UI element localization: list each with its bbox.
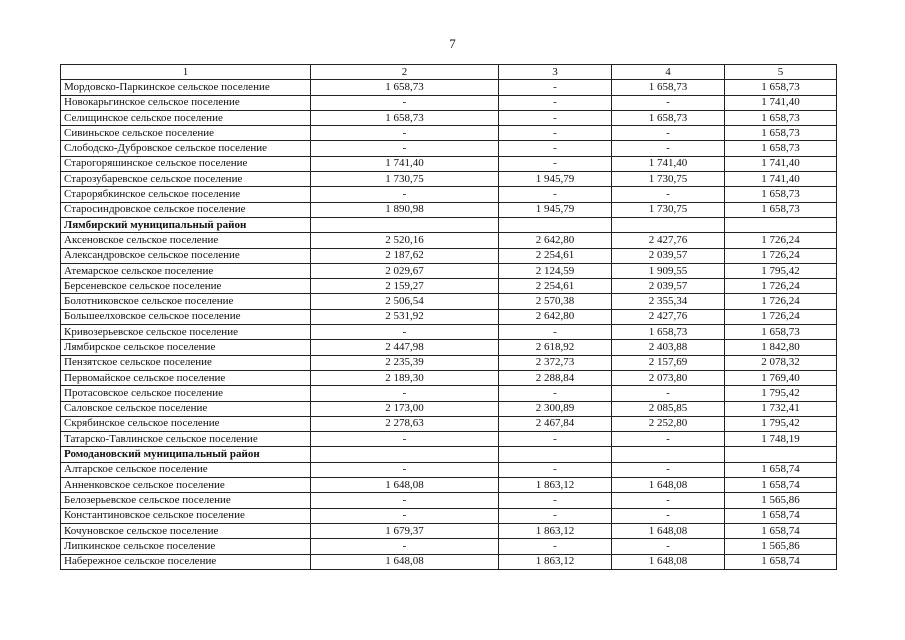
- value-col2-cell: 2 173,00: [311, 401, 499, 416]
- value-col2-cell: 2 159,27: [311, 279, 499, 294]
- settlement-name-cell: Саловское сельское поселение: [61, 401, 311, 416]
- value-col4-cell: -: [612, 432, 725, 447]
- value-col3-cell: -: [499, 432, 612, 447]
- value-col5-cell: 1 658,74: [725, 508, 837, 523]
- value-col4-cell: 1 909,55: [612, 263, 725, 278]
- value-col3-cell: 2 467,84: [499, 416, 612, 431]
- settlement-name-cell: Слободско-Дубровское сельское поселение: [61, 141, 311, 156]
- settlement-name-cell: Большеелховское сельское поселение: [61, 309, 311, 324]
- value-col3-cell: -: [499, 539, 612, 554]
- value-col5-cell: [725, 447, 837, 462]
- value-col3-cell: -: [499, 493, 612, 508]
- table-row: [61, 172, 837, 187]
- settlement-name-cell: Мордовско-Паркинское сельское поселение: [61, 80, 311, 95]
- settlement-name-cell: Скрябинское сельское поселение: [61, 416, 311, 431]
- table-row: [61, 141, 837, 156]
- value-col2-cell: -: [311, 325, 499, 340]
- value-col4-cell: -: [612, 126, 725, 141]
- settlement-name-cell: Новокарьгинское сельское поселение: [61, 95, 311, 110]
- table-row: [61, 95, 837, 110]
- table-row: [61, 355, 837, 370]
- value-col5-cell: 1 726,24: [725, 233, 837, 248]
- table-row: [61, 539, 837, 554]
- table-row: [61, 248, 837, 263]
- value-col4-cell: 2 427,76: [612, 309, 725, 324]
- value-col4-cell: -: [612, 386, 725, 401]
- value-col2-cell: 1 741,40: [311, 156, 499, 171]
- value-col4-cell: 1 648,08: [612, 523, 725, 538]
- value-col3-cell: -: [499, 141, 612, 156]
- value-col4-cell: 2 085,85: [612, 401, 725, 416]
- value-col4-cell: -: [612, 539, 725, 554]
- value-col2-cell: 2 235,39: [311, 355, 499, 370]
- value-col4-cell: -: [612, 95, 725, 110]
- value-col5-cell: 1 741,40: [725, 172, 837, 187]
- table-row: [61, 508, 837, 523]
- value-col3-cell: 1 863,12: [499, 523, 612, 538]
- table-row: [61, 187, 837, 202]
- value-col2-cell: 2 278,63: [311, 416, 499, 431]
- settlement-name-cell: Белозерьевское сельское поселение: [61, 493, 311, 508]
- value-col2-cell: 1 679,37: [311, 523, 499, 538]
- settlement-name-cell: Старозубаревское сельское поселение: [61, 172, 311, 187]
- value-col3-cell: [499, 447, 612, 462]
- value-col4-cell: 2 073,80: [612, 370, 725, 385]
- value-col4-cell: 2 039,57: [612, 279, 725, 294]
- value-col3-cell: -: [499, 508, 612, 523]
- value-col3-cell: -: [499, 187, 612, 202]
- value-col3-cell: 2 570,38: [499, 294, 612, 309]
- value-col3-cell: 2 254,61: [499, 248, 612, 263]
- value-col2-cell: 2 447,98: [311, 340, 499, 355]
- value-col3-cell: -: [499, 386, 612, 401]
- value-col4-cell: -: [612, 187, 725, 202]
- settlement-name-cell: Алтарское сельское поселение: [61, 462, 311, 477]
- settlement-name-cell: Александровское сельское поселение: [61, 248, 311, 263]
- value-col2-cell: 2 189,30: [311, 370, 499, 385]
- value-col2-cell: -: [311, 493, 499, 508]
- value-col3-cell: -: [499, 95, 612, 110]
- value-col2-cell: -: [311, 126, 499, 141]
- value-col3-cell: -: [499, 126, 612, 141]
- value-col5-cell: 1 795,42: [725, 416, 837, 431]
- value-col4-cell: [612, 447, 725, 462]
- value-col2-cell: -: [311, 539, 499, 554]
- table-row: [61, 233, 837, 248]
- value-col3-cell: 2 642,80: [499, 309, 612, 324]
- table-row: [61, 401, 837, 416]
- value-col4-cell: 1 658,73: [612, 110, 725, 125]
- value-col4-cell: -: [612, 462, 725, 477]
- table-row: [61, 416, 837, 431]
- district-name-cell: Лямбирский муниципальный район: [61, 217, 311, 232]
- column-header-1: 1: [61, 65, 311, 80]
- value-col4-cell: 1 658,73: [612, 80, 725, 95]
- value-col5-cell: 1 726,24: [725, 294, 837, 309]
- table-row: [61, 263, 837, 278]
- settlement-name-cell: Татарско-Тавлинское сельское поселение: [61, 432, 311, 447]
- value-col5-cell: 1 769,40: [725, 370, 837, 385]
- value-col3-cell: -: [499, 325, 612, 340]
- value-col5-cell: 1 741,40: [725, 156, 837, 171]
- value-col3-cell: 2 300,89: [499, 401, 612, 416]
- value-col3-cell: 2 254,61: [499, 279, 612, 294]
- value-col4-cell: 2 403,88: [612, 340, 725, 355]
- value-col2-cell: [311, 447, 499, 462]
- district-row: [61, 217, 837, 232]
- table-row: [61, 294, 837, 309]
- value-col2-cell: 2 506,54: [311, 294, 499, 309]
- table-row: [61, 156, 837, 171]
- value-col3-cell: -: [499, 156, 612, 171]
- value-col2-cell: 1 890,98: [311, 202, 499, 217]
- value-col5-cell: 1 565,86: [725, 493, 837, 508]
- value-col4-cell: 1 730,75: [612, 172, 725, 187]
- value-col3-cell: -: [499, 110, 612, 125]
- value-col3-cell: 1 863,12: [499, 478, 612, 493]
- value-col4-cell: 2 157,69: [612, 355, 725, 370]
- value-col2-cell: -: [311, 432, 499, 447]
- value-col2-cell: -: [311, 95, 499, 110]
- value-col4-cell: 1 658,73: [612, 325, 725, 340]
- table-row: [61, 523, 837, 538]
- value-col2-cell: -: [311, 462, 499, 477]
- value-col2-cell: 1 658,73: [311, 110, 499, 125]
- table-header-row: [61, 65, 837, 80]
- value-col5-cell: 1 658,74: [725, 462, 837, 477]
- value-col2-cell: 1 648,08: [311, 554, 499, 569]
- table-row: [61, 462, 837, 477]
- tariff-table: [60, 64, 837, 570]
- value-col5-cell: 1 795,42: [725, 386, 837, 401]
- value-col4-cell: 2 427,76: [612, 233, 725, 248]
- settlement-name-cell: Кривозерьевское сельское поселение: [61, 325, 311, 340]
- value-col5-cell: 1 842,80: [725, 340, 837, 355]
- value-col2-cell: [311, 217, 499, 232]
- value-col2-cell: -: [311, 141, 499, 156]
- settlement-name-cell: Первомайское сельское поселение: [61, 370, 311, 385]
- table-row: [61, 370, 837, 385]
- table-row: [61, 325, 837, 340]
- value-col4-cell: 2 252,80: [612, 416, 725, 431]
- table-row: [61, 478, 837, 493]
- value-col5-cell: [725, 217, 837, 232]
- value-col4-cell: 1 741,40: [612, 156, 725, 171]
- value-col3-cell: 2 288,84: [499, 370, 612, 385]
- district-row: [61, 447, 837, 462]
- table-row: [61, 279, 837, 294]
- value-col4-cell: -: [612, 141, 725, 156]
- value-col4-cell: 1 648,08: [612, 478, 725, 493]
- value-col2-cell: -: [311, 187, 499, 202]
- value-col3-cell: 1 945,79: [499, 172, 612, 187]
- value-col2-cell: 2 520,16: [311, 233, 499, 248]
- table-row: [61, 386, 837, 401]
- settlement-name-cell: Берсеневское сельское поселение: [61, 279, 311, 294]
- value-col5-cell: 1 748,19: [725, 432, 837, 447]
- value-col2-cell: -: [311, 386, 499, 401]
- value-col5-cell: 1 658,74: [725, 554, 837, 569]
- value-col5-cell: 1 658,73: [725, 141, 837, 156]
- settlement-name-cell: Пензятское сельское поселение: [61, 355, 311, 370]
- value-col5-cell: 1 658,73: [725, 325, 837, 340]
- value-col3-cell: 2 618,92: [499, 340, 612, 355]
- district-name-cell: Ромодановский муниципальный район: [61, 447, 311, 462]
- value-col4-cell: 1 730,75: [612, 202, 725, 217]
- column-header-4: 4: [612, 65, 725, 80]
- value-col5-cell: 2 078,32: [725, 355, 837, 370]
- value-col3-cell: -: [499, 80, 612, 95]
- settlement-name-cell: Аксеновское сельское поселение: [61, 233, 311, 248]
- settlement-name-cell: Набережное сельское поселение: [61, 554, 311, 569]
- value-col5-cell: 1 658,74: [725, 523, 837, 538]
- settlement-name-cell: Сивиньское сельское поселение: [61, 126, 311, 141]
- settlement-name-cell: Старогоряшинское сельское поселение: [61, 156, 311, 171]
- column-header-3: 3: [499, 65, 612, 80]
- value-col3-cell: 2 642,80: [499, 233, 612, 248]
- value-col4-cell: 2 355,34: [612, 294, 725, 309]
- table-row: [61, 309, 837, 324]
- settlement-name-cell: Старорябкинское сельское поселение: [61, 187, 311, 202]
- settlement-name-cell: Липкинское сельское поселение: [61, 539, 311, 554]
- table-row: [61, 80, 837, 95]
- settlement-name-cell: Лямбирское сельское поселение: [61, 340, 311, 355]
- value-col2-cell: 2 531,92: [311, 309, 499, 324]
- value-col3-cell: [499, 217, 612, 232]
- value-col5-cell: 1 565,86: [725, 539, 837, 554]
- value-col5-cell: 1 726,24: [725, 248, 837, 263]
- column-header-2: 2: [311, 65, 499, 80]
- value-col2-cell: 1 658,73: [311, 80, 499, 95]
- table-row: [61, 493, 837, 508]
- page-number: 7: [449, 36, 456, 51]
- value-col3-cell: 1 945,79: [499, 202, 612, 217]
- value-col5-cell: 1 741,40: [725, 95, 837, 110]
- value-col3-cell: 2 372,73: [499, 355, 612, 370]
- settlement-name-cell: Анненковское сельское поселение: [61, 478, 311, 493]
- value-col3-cell: -: [499, 462, 612, 477]
- settlement-name-cell: Старосиндровское сельское поселение: [61, 202, 311, 217]
- column-header-5: 5: [725, 65, 837, 80]
- value-col5-cell: 1 726,24: [725, 279, 837, 294]
- value-col5-cell: 1 658,73: [725, 202, 837, 217]
- table-row: [61, 202, 837, 217]
- table-row: [61, 340, 837, 355]
- settlement-name-cell: Константиновское сельское поселение: [61, 508, 311, 523]
- settlement-name-cell: Протасовское сельское поселение: [61, 386, 311, 401]
- value-col5-cell: 1 658,73: [725, 110, 837, 125]
- value-col5-cell: 1 658,73: [725, 126, 837, 141]
- value-col5-cell: 1 658,73: [725, 80, 837, 95]
- value-col5-cell: 1 795,42: [725, 263, 837, 278]
- value-col4-cell: -: [612, 508, 725, 523]
- value-col4-cell: -: [612, 493, 725, 508]
- settlement-name-cell: Болотниковское сельское поселение: [61, 294, 311, 309]
- value-col5-cell: 1 732,41: [725, 401, 837, 416]
- value-col2-cell: 1 730,75: [311, 172, 499, 187]
- settlement-name-cell: Атемарское сельское поселение: [61, 263, 311, 278]
- settlement-name-cell: Кочуновское сельское поселение: [61, 523, 311, 538]
- value-col3-cell: 2 124,59: [499, 263, 612, 278]
- table-row: [61, 126, 837, 141]
- value-col5-cell: 1 726,24: [725, 309, 837, 324]
- value-col5-cell: 1 658,74: [725, 478, 837, 493]
- table-body: [61, 65, 837, 570]
- settlement-name-cell: Селищинское сельское поселение: [61, 110, 311, 125]
- table-row: [61, 432, 837, 447]
- value-col4-cell: 1 648,08: [612, 554, 725, 569]
- value-col5-cell: 1 658,73: [725, 187, 837, 202]
- table-row: [61, 554, 837, 569]
- value-col2-cell: 2 029,67: [311, 263, 499, 278]
- value-col2-cell: -: [311, 508, 499, 523]
- value-col4-cell: 2 039,57: [612, 248, 725, 263]
- value-col2-cell: 1 648,08: [311, 478, 499, 493]
- table-row: [61, 110, 837, 125]
- value-col2-cell: 2 187,62: [311, 248, 499, 263]
- value-col4-cell: [612, 217, 725, 232]
- value-col3-cell: 1 863,12: [499, 554, 612, 569]
